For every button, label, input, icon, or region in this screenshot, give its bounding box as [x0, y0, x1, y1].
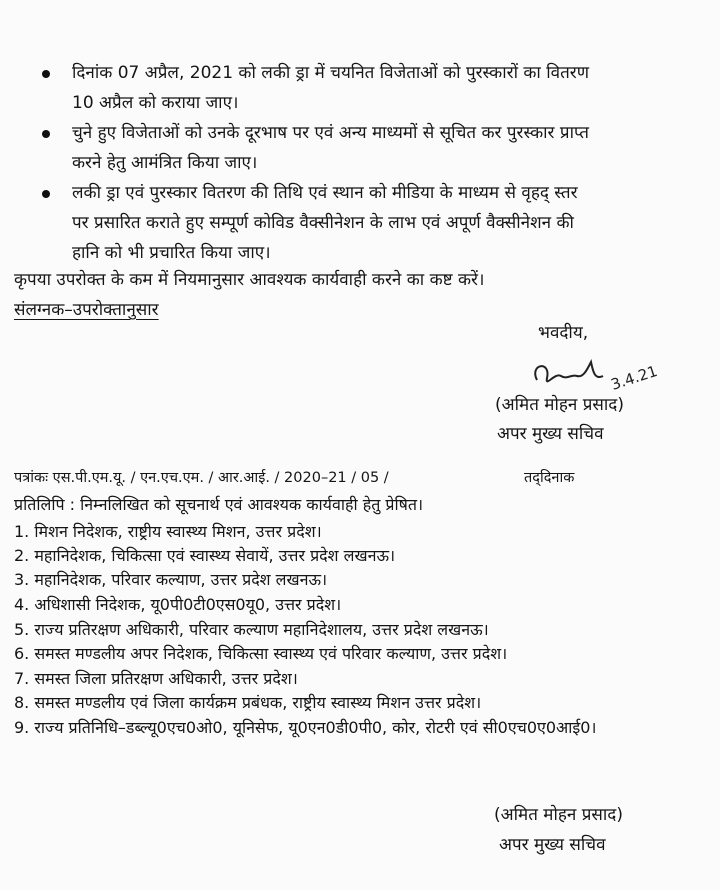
- bullet-2-line-2: करने हेतु आमंत्रित किया जाए।: [72, 153, 258, 173]
- salutation: भवदीय,: [538, 323, 589, 343]
- signatory-name: (अमित मोहन प्रसाद): [495, 395, 624, 415]
- signature-date: 3.4.21: [608, 361, 660, 394]
- signatory-designation-2: अपर मुख्य सचिव: [499, 835, 606, 855]
- copy-intro: प्रतिलिपि : निम्नलिखित को सूचनार्थ एवं आवश्यक कार्यवाही हेतु प्रेषित।: [14, 495, 424, 514]
- signature-image: [525, 350, 675, 400]
- bullet-3-line-1: लकी ड्रा एवं पुरस्कार वितरण की तिथि एवं स्थान को मीडिया के माध्यम से वृहद् स्तर: [72, 183, 578, 203]
- bullet-1-line-2: 10 अप्रैल को कराया जाए।: [72, 93, 239, 113]
- copy-list-item: 7. समस्त जिला प्रतिरक्षण अधिकारी, उत्तर प्रदेश।: [14, 669, 298, 688]
- bullet-point: [42, 130, 50, 138]
- enclosure-label: संलग्नक–उपरोक्तानुसार: [14, 300, 159, 320]
- bullet-point: [42, 70, 50, 78]
- letter-reference: पत्रांकः एस.पी.एम.यू. / एन.एच.एम. / आर.आई. / 2020–21 / 05 /: [14, 470, 389, 486]
- bullet-3-line-2: पर प्रसारित कराते हुए सम्पूर्ण कोविड वैक्सीनेशन के लाभ एवं अपूर्ण वैक्सीनेशन की: [72, 213, 574, 233]
- copy-list-item: 5. राज्य प्रतिरक्षण अधिकारी, परिवार कल्याण महानिदेशालय, उत्तर प्रदेश लखनऊ।: [14, 620, 489, 639]
- copy-list-item: 9. राज्य प्रतिनिधि–डब्ल्यू0एच0ओ0, यूनिसेफ, यू0एन0डी0पी0, कोर, रोटरी एवं सी0एच0ए0आई0।: [14, 718, 597, 737]
- bullet-2-line-1: चुने हुए विजेताओं को उनके दूरभाष पर एवं अन्य माध्यमों से सूचित कर पुरस्कार प्राप्त: [72, 123, 589, 143]
- signatory-name-2: (अमित मोहन प्रसाद): [494, 805, 623, 825]
- copy-list-item: 6. समस्त मण्डलीय अपर निदेशक, चिकित्सा स्वास्थ्य एवं परिवार कल्याण, उत्तर प्रदेश।: [14, 644, 508, 663]
- copy-list-item: 2. महानिदेशक, चिकित्सा एवं स्वास्थ्य सेवायें, उत्तर प्रदेश लखनऊ।: [14, 546, 396, 565]
- copy-list-item: 4. अधिशासी निदेशक, यू0पी0टी0एस0यू0, उत्तर प्रदेश।: [14, 595, 342, 614]
- bullet-point: [42, 190, 50, 198]
- copy-list-item: 3. महानिदेशक, परिवार कल्याण, उत्तर प्रदेश लखनऊ।: [14, 570, 328, 589]
- copy-list-item: 8. समस्त मण्डलीय एवं जिला कार्यक्रम प्रबंधक, राष्ट्रीय स्वास्थ्य मिशन उत्तर प्रदेश।: [14, 693, 482, 712]
- request-line: कृपया उपरोक्त के कम में नियमानुसार आवश्यक कार्यवाही करने का कष्ट करें।: [14, 270, 485, 290]
- bullet-3-line-3: हानि को भी प्रचारित किया जाए।: [72, 243, 271, 263]
- letter-date: तद्‌दिनाक: [524, 470, 575, 486]
- bullet-1-line-1: दिनांक 07 अप्रैल, 2021 को लकी ड्रा में चयनित विजेताओं को पुरस्कारों का वितरण: [72, 63, 590, 83]
- copy-list-item: 1. मिशन निदेशक, राष्ट्रीय स्वास्थ्य मिशन, उत्तर प्रदेश।: [14, 522, 322, 541]
- signatory-designation: अपर मुख्य सचिव: [497, 424, 604, 444]
